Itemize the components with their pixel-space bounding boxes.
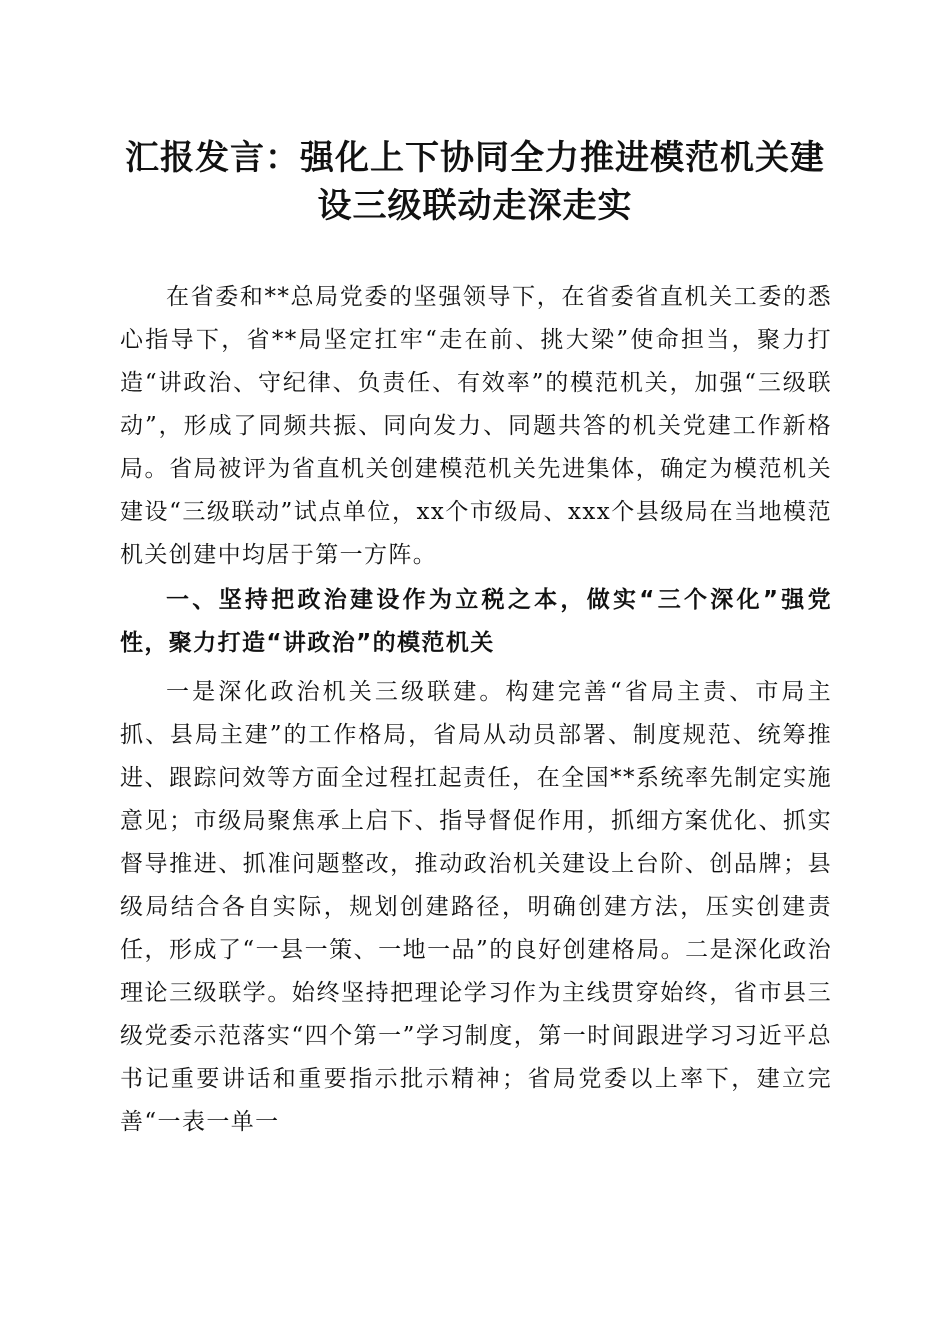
intro-paragraph: 在省委和**总局党委的坚强领导下，在省委省直机关工委的悉心指导下，省**局坚定扛牢“走在前、挑大梁”使命担当，聚力打造“讲政治、守纪律、负责任、有效率”的模范机关，加强“三级联动”，形成了同频共振、同向发力、同题共答的机关党建工作新格局。省局被评为省直机关创建模范机关先进集体，确定为模范机关建设“三级联动”试点单位，xx个市级局、xxx个县级局在当地模范机关创建中均居于第一方阵。 [120,284,832,568]
document-title: 汇报发言：强化上下协同全力推进模范机关建设三级联动走深走实 [125,138,825,226]
section-paragraph: 一是深化政治机关三级联建。构建完善“省局主责、市局主抓、县局主建”的工作格局，省局从动员部署、制度规范、统筹推进、跟踪问效等方面全过程扛起责任，在全国**系统率先制定实施意见；市级局聚焦承上启下、指导督促作用，抓细方案优化、抓实督导推进、抓准问题整改，推动政治机关建设上台阶、创品牌；县级局结合各自实际，规划创建路径，明确创建方法，压实创建责任，形成了“一县一策、一地一品”的良好创建格局。二是深化政治理论三级联学。始终坚持把理论学习作为主线贯穿始终，省市县三级党委示范落实“四个第一”学习制度，第一时间跟进学习习近平总书记重要讲话和重要指示批示精神；省局党委以上率下，建立完善“一表一单一 [120,679,832,1135]
document-body [120,276,832,1144]
section-heading: 一、坚持把政治建设作为立税之本，做实“三个深化”强党性，聚力打造“讲政治”的模范机关 [120,587,832,656]
